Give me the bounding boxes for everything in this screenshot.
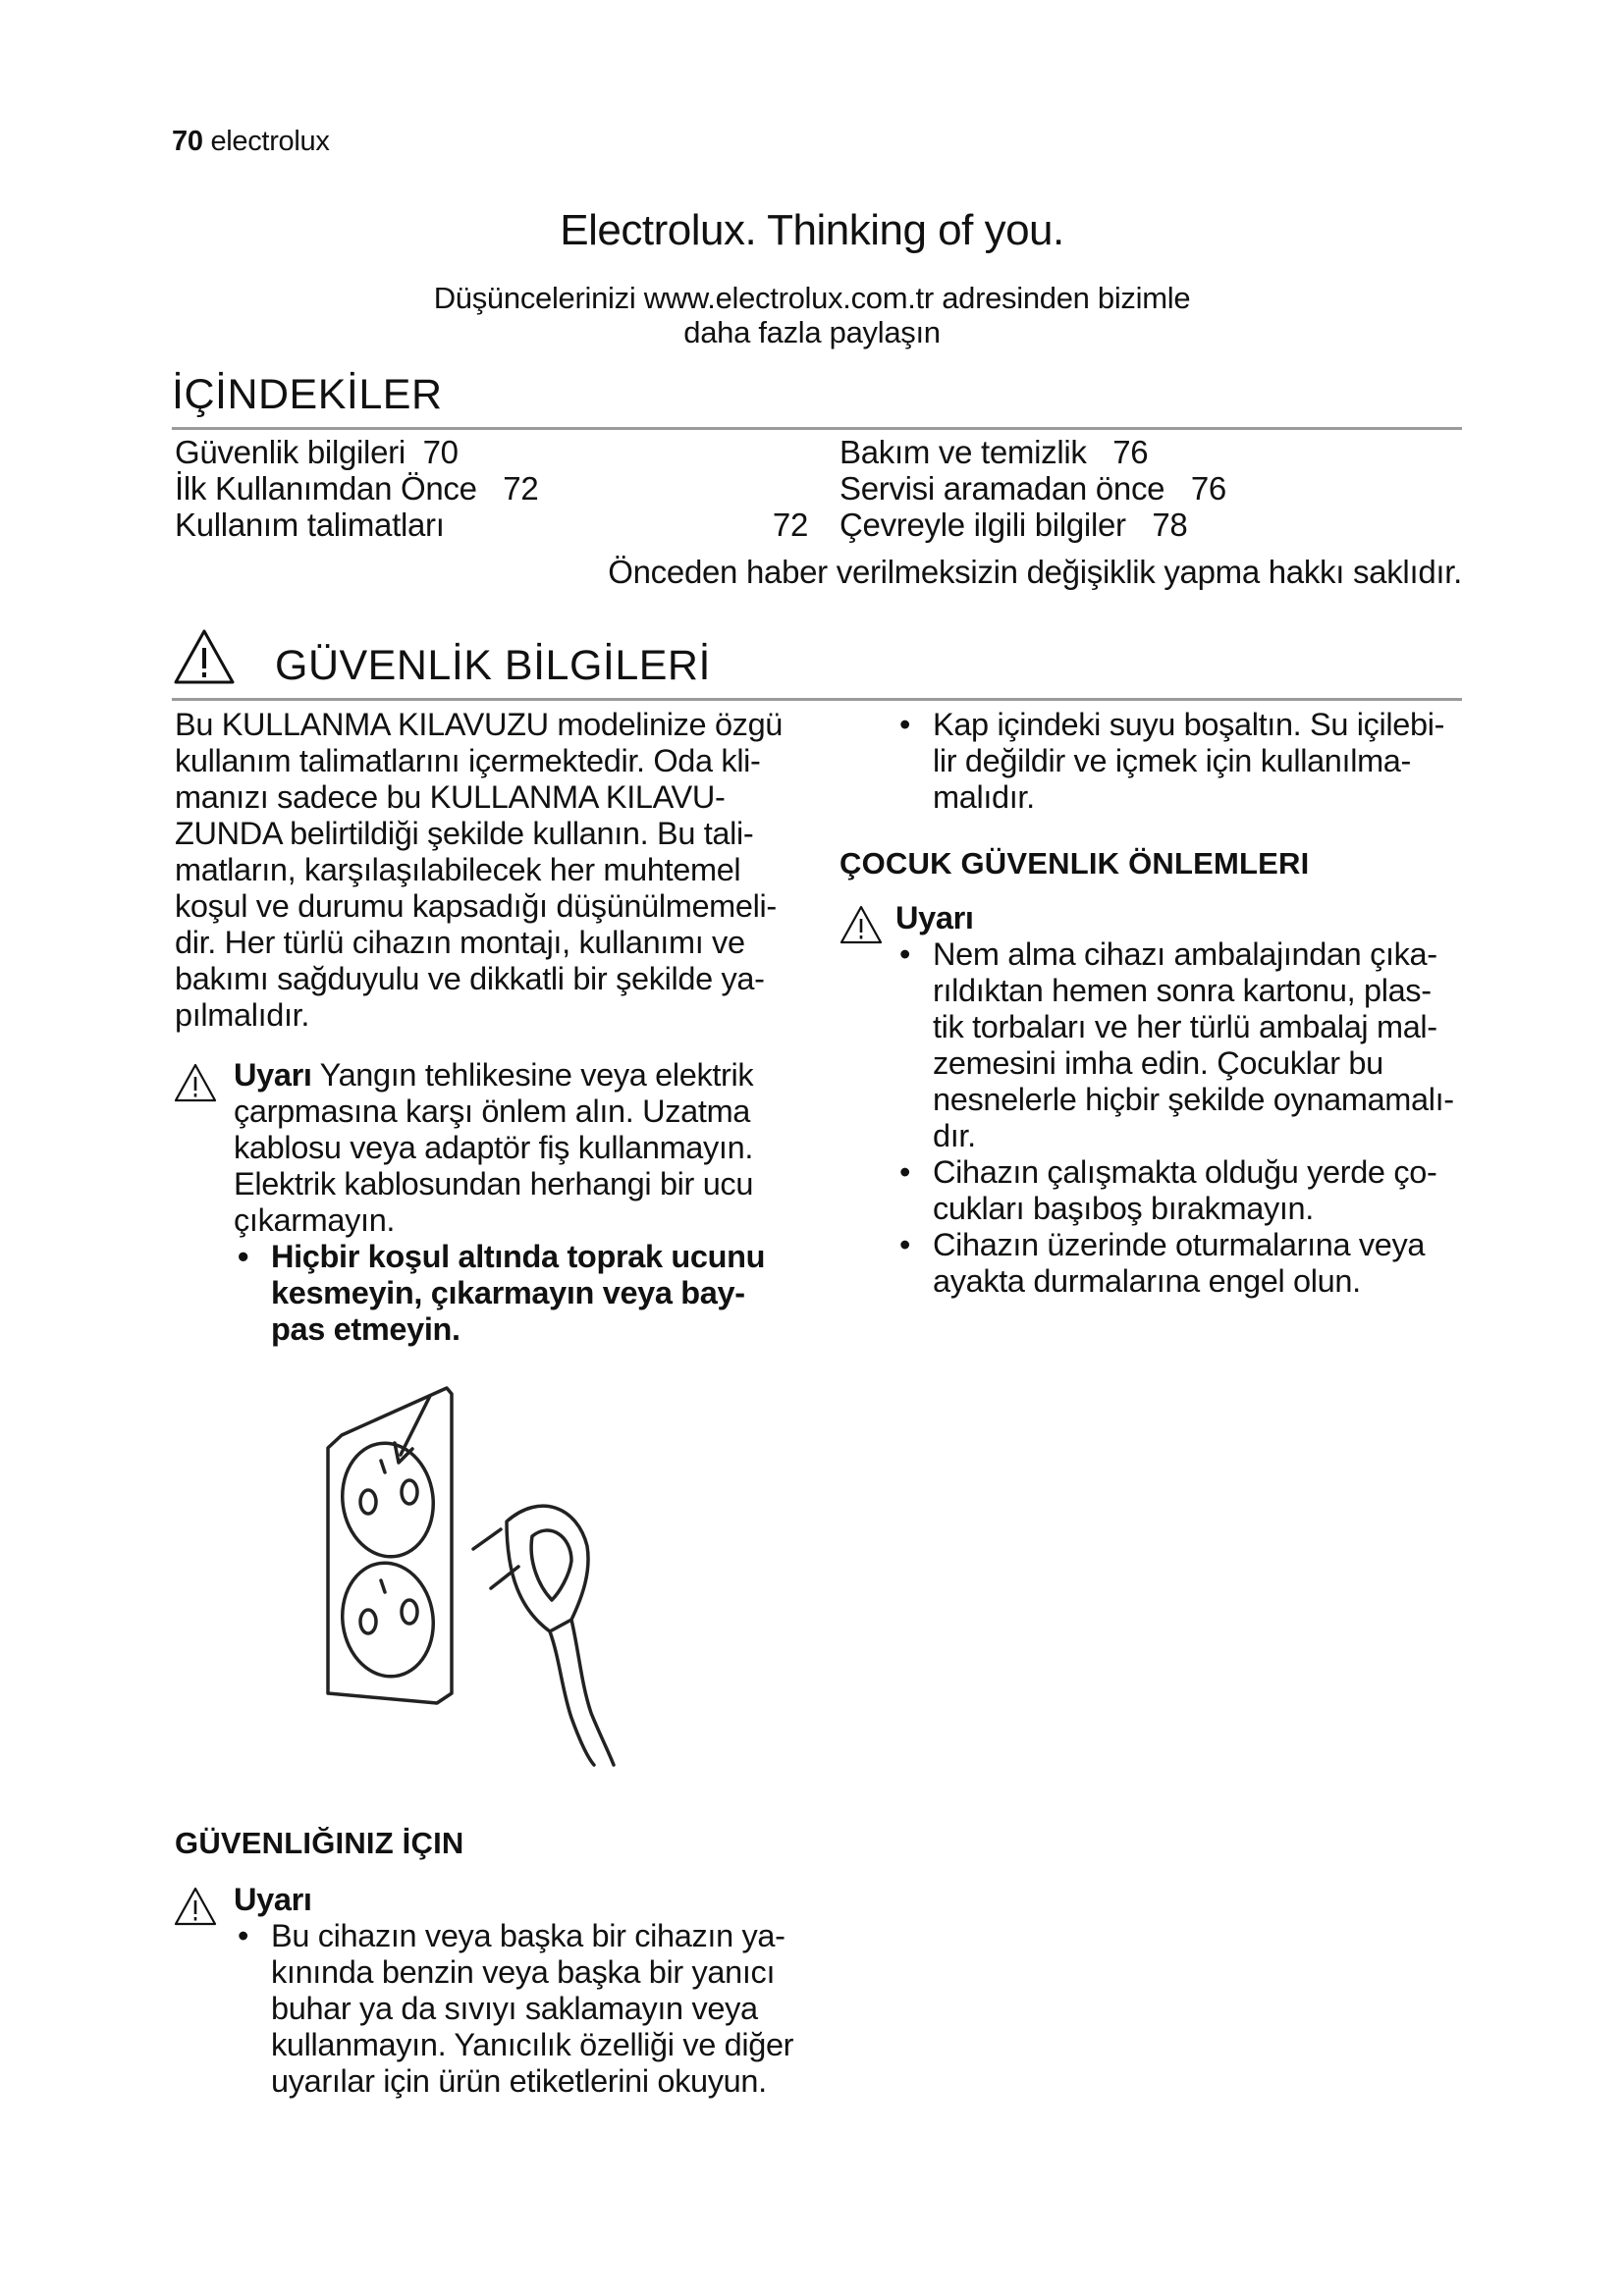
bullet-line: • Hiçbir koşul altında toprak ucunu <box>271 1239 766 1274</box>
bullet-line: malıdır. <box>933 779 1035 815</box>
warning-block <box>895 900 1485 1300</box>
bullet-item <box>234 1918 823 2100</box>
bullet-line: kesmeyin, çıkarmayın veya bay- <box>271 1275 745 1310</box>
toc-entry-page: 76 <box>1112 434 1149 470</box>
warning-label: Uyarı <box>234 1057 312 1093</box>
warning-text: Yangın tehlikesine veya elektrik <box>311 1057 754 1093</box>
brand-name: electrolux <box>210 126 330 157</box>
toc-entry-page: 72 <box>772 507 808 543</box>
paragraph-line: koşul ve durumu kapsadığı düşünülmemeli- <box>175 888 777 924</box>
paragraph-line: Bu KULLANMA KILAVUZU modelinize özgü <box>175 707 784 742</box>
paragraph-line: bakımı sağduyulu ve dikkatli bir şekilde ya- <box>175 961 765 996</box>
warning-label: Uyarı <box>895 900 974 935</box>
toc-entry-page: 76 <box>1190 470 1226 507</box>
toc-entry-label: İlk Kullanımdan Önce <box>175 470 477 507</box>
warning-triangle-icon <box>839 905 883 944</box>
socket-plug-illustration <box>314 1374 648 1767</box>
toc-right-column <box>839 434 1468 543</box>
toc-entry-page: 70 <box>422 434 459 470</box>
bullet-line: • Bu cihazın veya başka bir cihazın ya- <box>271 1918 785 1953</box>
warning-block <box>234 1882 823 2100</box>
warning-bullets <box>234 1239 823 1348</box>
warning-bullets <box>234 1918 823 2100</box>
toc-entry[interactable] <box>839 434 1468 470</box>
bullet-line: pas etmeyin. <box>271 1311 460 1347</box>
warning-line: çıkarmayın. <box>234 1202 396 1238</box>
warning-bullets <box>895 936 1485 1300</box>
toc-title: İÇİNDEKİLER <box>172 371 443 418</box>
toc-entry-page: 78 <box>1152 507 1188 543</box>
toc-left-column <box>175 434 808 543</box>
warning-block <box>234 1057 823 1348</box>
bullet-line: lir değildir ve içmek için kullanılma- <box>933 743 1411 778</box>
bullet-line: kınında benzin veya başka bir yanıcı <box>271 1954 776 1990</box>
bullet-line: uyarılar için ürün etiketlerini okuyun. <box>271 2063 767 2099</box>
bullet-line: buhar ya da sıvıyı saklamayın veya <box>271 1991 758 2026</box>
bullet-line: rıldıktan hemen sonra kartonu, plas- <box>933 973 1432 1008</box>
toc-entry[interactable] <box>839 470 1468 507</box>
page-header <box>172 126 330 158</box>
intro-line-2: daha fazla paylaşın <box>683 315 941 349</box>
bullet-line: dır. <box>933 1118 976 1153</box>
bullet-line: • Cihazın çalışmakta olduğu yerde ço- <box>933 1154 1437 1190</box>
warning-line: Elektrik kablosundan herhangi bir ucu <box>234 1166 754 1201</box>
warning-label: Uyarı <box>234 1882 312 1917</box>
paragraph-line: matların, karşılaşılabilecek her muhtemel <box>175 852 741 887</box>
subsection-title: ÇOCUK GÜVENLIK ÖNLEMLERI <box>839 846 1310 881</box>
paragraph-line: dir. Her türlü cihazın montajı, kullanımı ve <box>175 925 745 960</box>
toc-rule <box>172 427 1462 430</box>
toc-entry[interactable] <box>175 470 803 507</box>
right-top-bullet <box>895 707 1485 816</box>
toc-entry[interactable] <box>175 434 803 470</box>
bullet-line: kullanmayın. Yanıcılık özelliği ve diğer <box>271 2027 794 2062</box>
paragraph-line: manızı sadece bu KULLANMA KILAVU- <box>175 779 726 815</box>
toc-entry-label: Güvenlik bilgileri <box>175 434 406 470</box>
page-number: 70 <box>172 126 203 157</box>
bullet-item <box>234 1239 823 1348</box>
warning-triangle-icon <box>173 628 236 685</box>
paragraph-line: pılmalıdır. <box>175 997 310 1033</box>
warning-line: kablosu veya adaptör fiş kullanmayın. <box>234 1130 754 1165</box>
bullet-line: cukları başıboş bırakmayın. <box>933 1191 1314 1226</box>
toc-entry-label: Kullanım talimatları <box>175 507 445 543</box>
bullet-item <box>895 936 1485 1154</box>
bullet-line: • Nem alma cihazı ambalajından çıka- <box>933 936 1437 972</box>
bullet-line: • Cihazın üzerinde oturmalarına veya <box>933 1227 1426 1262</box>
paragraph-line: kullanım talimatlarını içermektedir. Oda kli- <box>175 743 761 778</box>
toc-entry[interactable] <box>839 507 1468 543</box>
section-rule <box>172 698 1462 701</box>
warning-triangle-icon <box>174 1887 217 1926</box>
warning-line: çarpmasına karşı önlem alın. Uzatma <box>234 1094 751 1129</box>
bullet-line: ayakta durmalarına engel olun. <box>933 1263 1361 1299</box>
bullet-line: • Kap içindeki suyu boşaltın. Su içilebi- <box>933 707 1445 742</box>
bullet-line: zemesini imha edin. Çocuklar bu <box>933 1045 1383 1081</box>
bullet-item <box>895 1227 1485 1300</box>
toc-entry[interactable] <box>175 507 808 543</box>
intro-text <box>0 281 1624 349</box>
subsection-title: GÜVENLIĞINIZ İÇIN <box>175 1826 464 1860</box>
toc-entry-label: Bakım ve temizlik <box>839 434 1087 470</box>
warning-triangle-icon <box>174 1063 217 1102</box>
paragraph-line: ZUNDA belirtildiği şekilde kullanın. Bu tali- <box>175 816 754 851</box>
bullet-line: tik torbaları ve her türlü ambalaj mal- <box>933 1009 1437 1044</box>
toc-entry-label: Servisi aramadan önce <box>839 470 1165 507</box>
section-title: GÜVENLİK BİLGİLERİ <box>275 642 711 689</box>
bullet-item <box>895 707 1485 816</box>
disclaimer: Önceden haber verilmeksizin değişiklik yapma hakkı saklıdır. <box>608 554 1462 590</box>
bullet-item <box>895 1154 1485 1227</box>
slogan: Electrolux. Thinking of you. <box>560 206 1064 254</box>
bullet-list <box>895 707 1485 816</box>
bullet-line: nesnelerle hiçbir şekilde oynamamalı- <box>933 1082 1454 1117</box>
intro-line-1: Düşüncelerinizi www.electrolux.com.tr adresinden bizimle <box>433 281 1191 315</box>
toc-entry-page: 72 <box>503 470 539 507</box>
safety-intro-paragraph <box>175 707 813 1034</box>
toc-entry-label: Çevreyle ilgili bilgiler <box>839 507 1126 543</box>
